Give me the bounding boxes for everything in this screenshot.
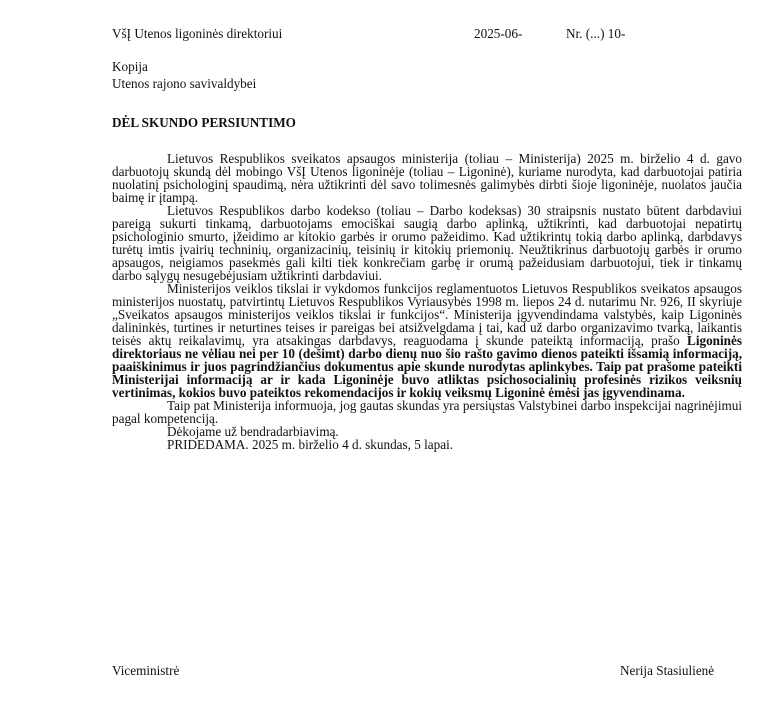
paragraph-3-text: Ministerijos veiklos tikslai ir vykdomos funkcijos reglamentuotos Lietuvos Respublikos sveikatos apsaugos ministerijos nuostatų, patvirtintų Lietuvos Respublikos Vyriausybės 1998 m. liepos 24 d. nutarimu Nr. 926, II skyriuje „Sveikatos apsaugos ministerijos veiklos tikslai ir funkcijos“. Ministerija įgyvendindama valstybės, kaip Ligoninės dalininkės, turtines ir neturtines teises ir pareigas bei atsižvelgdama į tai, kad už darbo organizavimo tvarką, laikantis teisės aktų reikalavimų, yra atsakingas darbdavys, reaguodama į skunde pateiktą informaciją, prašo	[112, 281, 742, 348]
paragraph-2: Lietuvos Respublikos darbo kodekso (toliau – Darbo kodeksas) 30 straipsnis nustato būtent darbdaviui pareigą sukurti tinkamą, darbuotojams emociškai saugią darbo aplinką, užtikrinti, kad darbuotojai nepatirtų psichologinio smurto, įžeidimo ar kitokio garbės ir orumo pažeidimo. Kad užtikrintų tokią darbo aplinką, darbdavys turėtų imtis įvairių techninių, organizacinių, teisinių ir kitokių priemonių. Neužtikrinus darbuotojų garbės ir orumo apsaugos, neigiamos pasekmės gali kilti tiek konkrečiam garbę ir orumą pažeidusiam darbuotojui, tiek ir tinkamų darbo sąlygų nesugebėjusiam užtikrinti darbdaviui.	[112, 203, 742, 283]
signature-position: Viceministrė	[112, 663, 180, 678]
paragraph-3	[112, 282, 742, 399]
recipient: VšĮ Utenos ligoninės direktoriui	[112, 26, 283, 41]
document-date: 2025-06-	[474, 26, 523, 41]
document-number: Nr. (...) 10-	[566, 26, 626, 41]
paragraph-3-bold-request: Ligoninės direktoriaus ne vėliau nei per 10 (dešimt) darbo dienų nuo šio rašto gavimo dienos pateikti išsamią informaciją, paaiškinimus ir juos pagrindžiančius dokumentus apie skunde nurodytas aplinkybes. Taip pat prašome pateikti Ministerijai informaciją ar ir kada Ligoninėje buvo atliktas psichosocialinių profesinės rizikos veiksnių vertinimas, kokios buvo pateiktos rekomendacijos ir kokių veiksmų Ligoninė ėmėsi jas įgyvendinama.	[112, 333, 742, 400]
paragraph-1: Lietuvos Respublikos sveikatos apsaugos ministerija (toliau – Ministerija) 2025 m. birželio 4 d. gavo darbuotojų skundą dėl mobingo VšĮ Utenos ligoninėje (toliau – Ligoninė), kuriame nurodyta, kad darbuotojai patiria nuolatinį psichologinį spaudimą, nėra užtikrinti dėl savo tolimesnės galimybės dirbti šioje ligoninėje, nuolatos jaučia baimę ir įtampą.	[112, 151, 742, 205]
document-title: DĖL SKUNDO PERSIUNTIMO	[112, 115, 296, 130]
document-body	[112, 152, 742, 451]
copy-label: Kopija	[112, 59, 148, 74]
signature-name: Nerija Stasiulienė	[620, 663, 715, 678]
paragraph-5: Dėkojame už bendradarbiavimą.	[167, 424, 339, 439]
paragraph-attachment: PRIDEDAMA. 2025 m. birželio 4 d. skundas, 5 lapai.	[167, 437, 454, 452]
copy-recipient: Utenos rajono savivaldybei	[112, 76, 257, 91]
paragraph-4: Taip pat Ministerija informuoja, jog gautas skundas yra persiųstas Valstybinei darbo inspekcijai nagrinėjimui pagal kompetenciją.	[112, 398, 742, 426]
